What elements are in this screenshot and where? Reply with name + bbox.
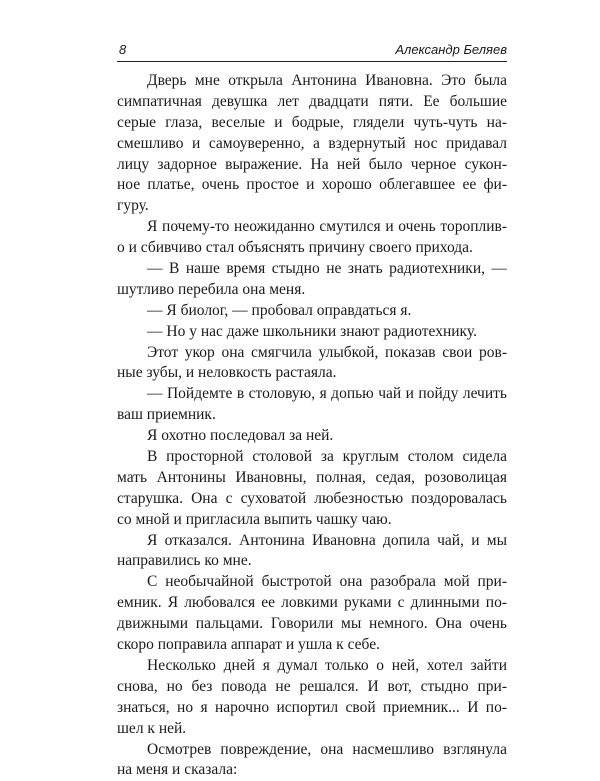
text-line: лицу задорное выражение. На ней было черное сукон-: [117, 155, 507, 176]
text-line: о и сбивчиво стал объяснять причину своего прихода.: [117, 238, 507, 259]
text-line: скоро поправила аппарат и ушла к себе.: [117, 635, 507, 656]
text-line: симпатичная девушка лет двадцати пяти. Ее большие: [117, 92, 507, 113]
text-line: Я отказался. Антонина Ивановна допила чай, и мы: [117, 531, 507, 552]
text-line: серые глаза, веселые и бодрые, глядели чуть-чуть на-: [117, 113, 507, 134]
text-line: Этот укор она смягчила улыбкой, показав свои ров-: [117, 343, 507, 364]
paragraph: [117, 426, 507, 447]
text-line: Я почему-то неожиданно смутился и очень тороплив-: [117, 217, 507, 238]
text-line: движными пальцами. Говорили мы немного. Она очень: [117, 614, 507, 635]
text-line: гуру.: [117, 196, 507, 217]
text-line: — В наше время стыдно не знать радиотехники, —: [117, 259, 507, 280]
text-line: — Но у нас даже школьники знают радиотехнику.: [117, 322, 507, 343]
text-line: снова, но без повода не решался. И вот, стыдно при-: [117, 677, 507, 698]
text-line: ваш приемник.: [117, 405, 507, 426]
running-head-author: Александр Беляев: [395, 42, 507, 57]
text-line: ные зубы, и неловкость растаяла.: [117, 363, 507, 384]
paragraph: [117, 447, 507, 531]
paragraph: [117, 656, 507, 740]
text-line: со мной и пригласила выпить чашку чаю.: [117, 510, 507, 531]
text-line: Несколько дней я думал только о ней, хотел зайти: [117, 656, 507, 677]
body-text: [117, 71, 507, 781]
text-line: шел к ней.: [117, 719, 507, 740]
text-line: — Я биолог, — пробовал оправдаться я.: [117, 301, 507, 322]
text-line: мать Антонины Ивановны, полная, седая, розоволицая: [117, 468, 507, 489]
text-line: на меня и сказала:: [117, 760, 507, 781]
paragraph: [117, 531, 507, 573]
text-line: направились ко мне.: [117, 551, 507, 572]
paragraph: [117, 343, 507, 385]
paragraph: [117, 71, 507, 217]
text-line: знаться, но я нарочно испортил свой приемник... И по-: [117, 698, 507, 719]
text-line: Дверь мне открыла Антонина Ивановна. Это была: [117, 71, 507, 92]
text-line: С необычайной быстротой она разобрала мой при-: [117, 572, 507, 593]
text-line: старушка. Она с суховатой любезностью поздоровалась: [117, 489, 507, 510]
paragraph: [117, 384, 507, 426]
text-line: ное платье, очень простое и хорошо облегавшее ее фи-: [117, 175, 507, 196]
paragraph: [117, 259, 507, 301]
paragraph: [117, 322, 507, 343]
paragraph: [117, 572, 507, 656]
text-line: емник. Я любовался ее ловкими руками с длинными по-: [117, 593, 507, 614]
header-rule: [117, 61, 507, 62]
text-line: смешливо и самоуверенно, а вздернутый нос придавал: [117, 134, 507, 155]
paragraph: [117, 301, 507, 322]
text-line: шутливо перебила она меня.: [117, 280, 507, 301]
page-number: 8: [119, 42, 126, 57]
running-header: [117, 42, 507, 62]
text-line: — Пойдемте в столовую, я допью чай и пойду лечить: [117, 384, 507, 405]
text-line: Я охотно последовал за ней.: [117, 426, 507, 447]
paragraph: [117, 217, 507, 259]
paragraph: [117, 740, 507, 781]
text-line: В просторной столовой за круглым столом сидела: [117, 447, 507, 468]
text-line: Осмотрев повреждение, она насмешливо взглянула: [117, 740, 507, 761]
